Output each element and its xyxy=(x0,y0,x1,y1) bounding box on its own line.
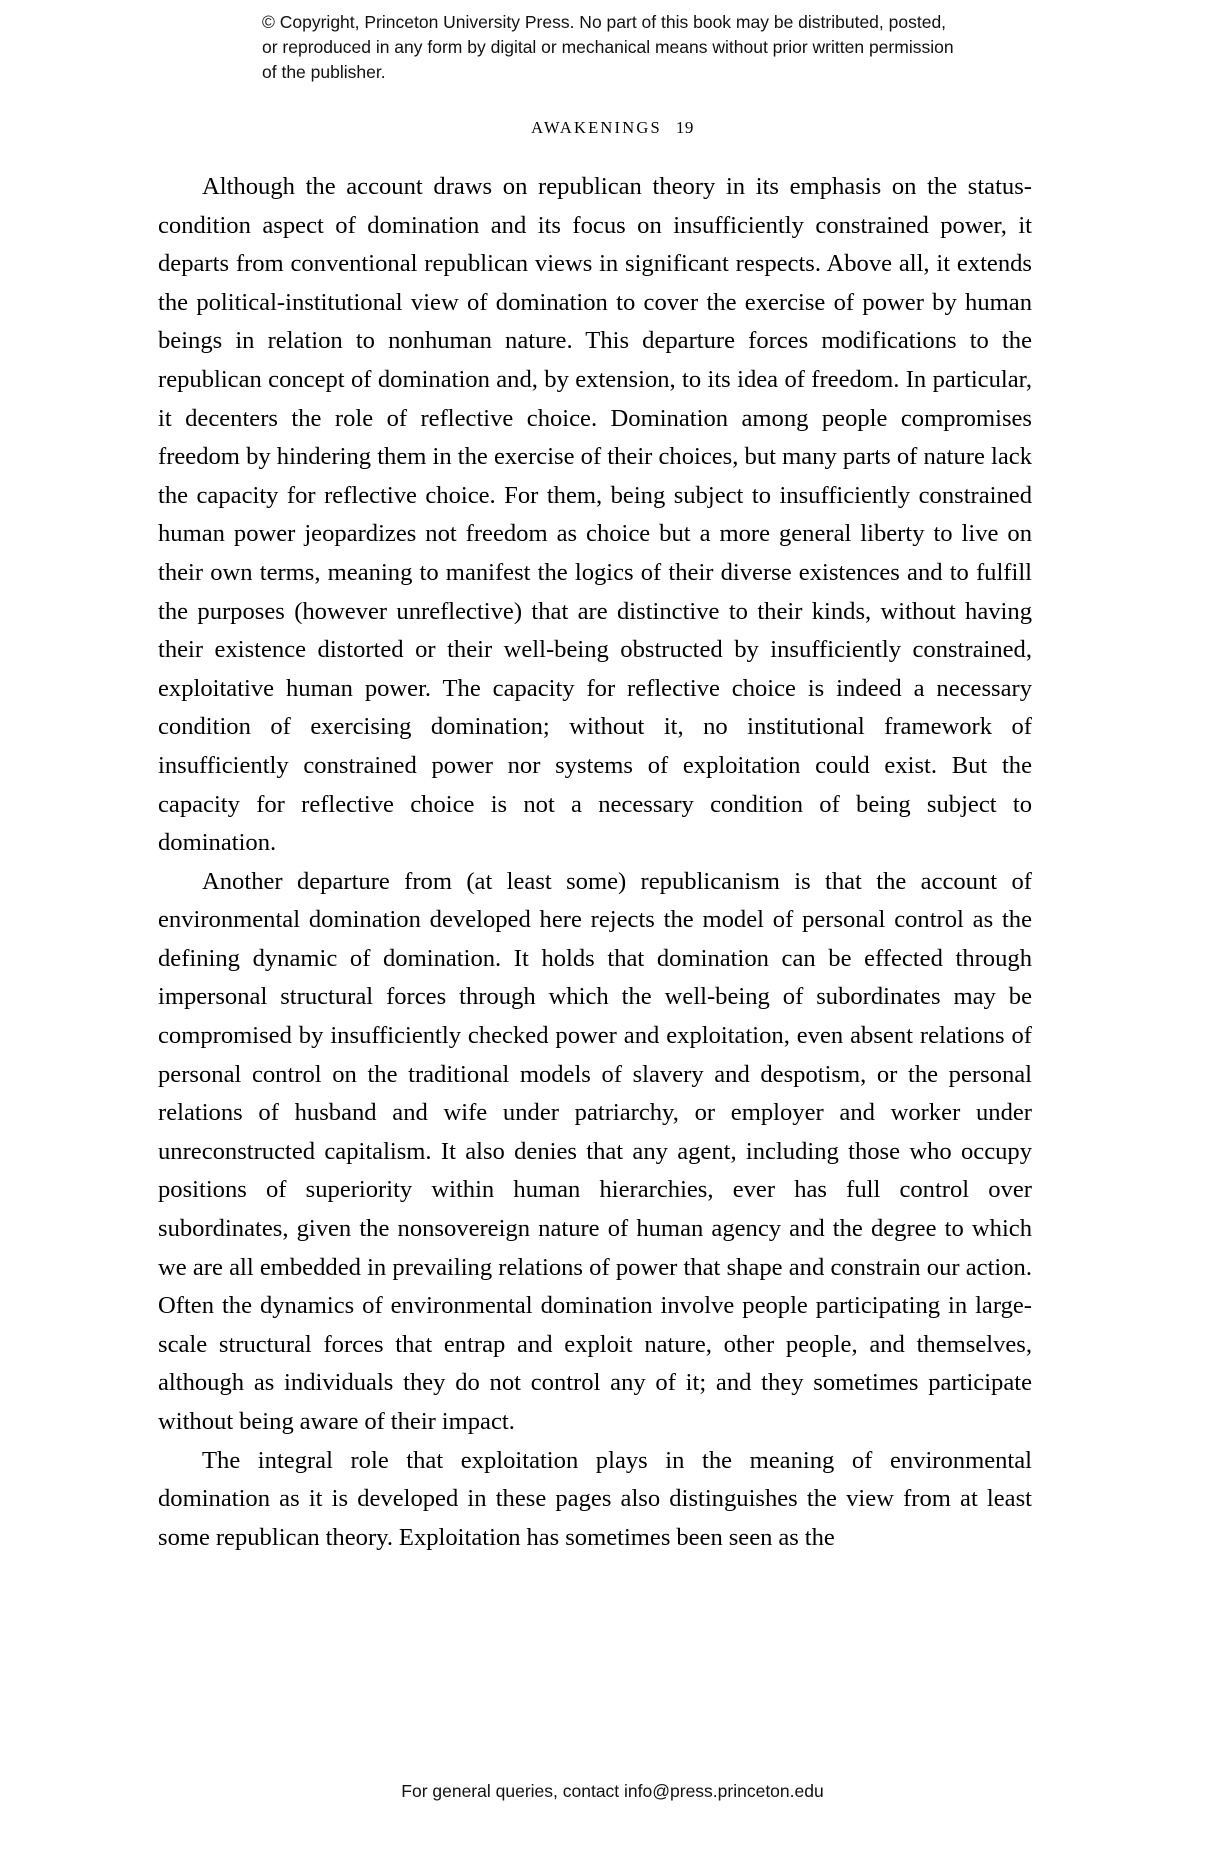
paragraph: The integral role that exploitation plays in the meaning of environmental domination as it is developed in these pages also distinguishes the view from at least some republican theory. Exploitation has sometimes been seen as the xyxy=(158,1446,1032,1551)
page-number: 19 xyxy=(675,118,694,137)
paragraph: Although the account draws on republican theory in its emphasis on the status-condition aspect of domination and its focus on insufficiently constrained power, it departs from conventional republican views in significant respects. Above all, it extends the political-institutional view of domination to cover the exercise of power by human beings in relation to nonhuman nature. This departure forces modifications to the republican concept of domination and, by extension, to its idea of freedom. In particular, it decenters the role of reflective choice. Domination among people compromises freedom by hindering them in the exercise of their choices, but many parts of nature lack the capacity for reflective choice. For them, being subject to insufficiently constrained human power jeopardizes not freedom as choice but a more general liberty to live on their own terms, meaning to manifest the logics of their diverse existences and to fulfill the purposes (however unreflective) that are distinctive to their kinds, without having their existence distorted or their well-being obstructed by insufficiently constrained, exploitative human power. The capacity for reflective choice is indeed a necessary condition of exercising domination; without it, no institutional framework of insufficiently constrained power nor systems of exploitation could exist. But the capacity for reflective choice is not a necessary condition of being subject to domination. xyxy=(158,173,1032,857)
running-head-title: AWAKENINGS xyxy=(531,118,662,137)
body-text xyxy=(158,168,1032,1557)
paragraph: Another departure from (at least some) republicanism is that the account of environmental domination developed here rejects the model of personal control as the defining dynamic of domination. It holds that domination can be effected through impersonal structural forces through which the well-being of subordinates may be compromised by insufficiently checked power and exploitation, even absent relations of personal control on the traditional models of slavery and despotism, or the personal relations of husband and wife under patriarchy, or employer and worker under unreconstructed capitalism. It also denies that any agent, including those who occupy positions of superiority within human hierarchies, ever has full control over subordinates, given the nonsovereign nature of human agency and the degree to which we are all embedded in prevailing relations of power that shape and constrain our action. Often the dynamics of environmental domination involve people participating in large-scale structural forces that entrap and exploit nature, other people, and themselves, although as individuals they do not control any of it; and they sometimes participate without being aware of their impact. xyxy=(158,867,1032,1435)
running-head xyxy=(0,118,1225,138)
footer-note: For general queries, contact info@press.princeton.edu xyxy=(401,1781,824,1801)
copyright-notice: © Copyright, Princeton University Press. No part of this book may be distributed, posted, or reproduced in any form by digital or mechanical means without prior written permission of the publisher. xyxy=(262,12,954,82)
